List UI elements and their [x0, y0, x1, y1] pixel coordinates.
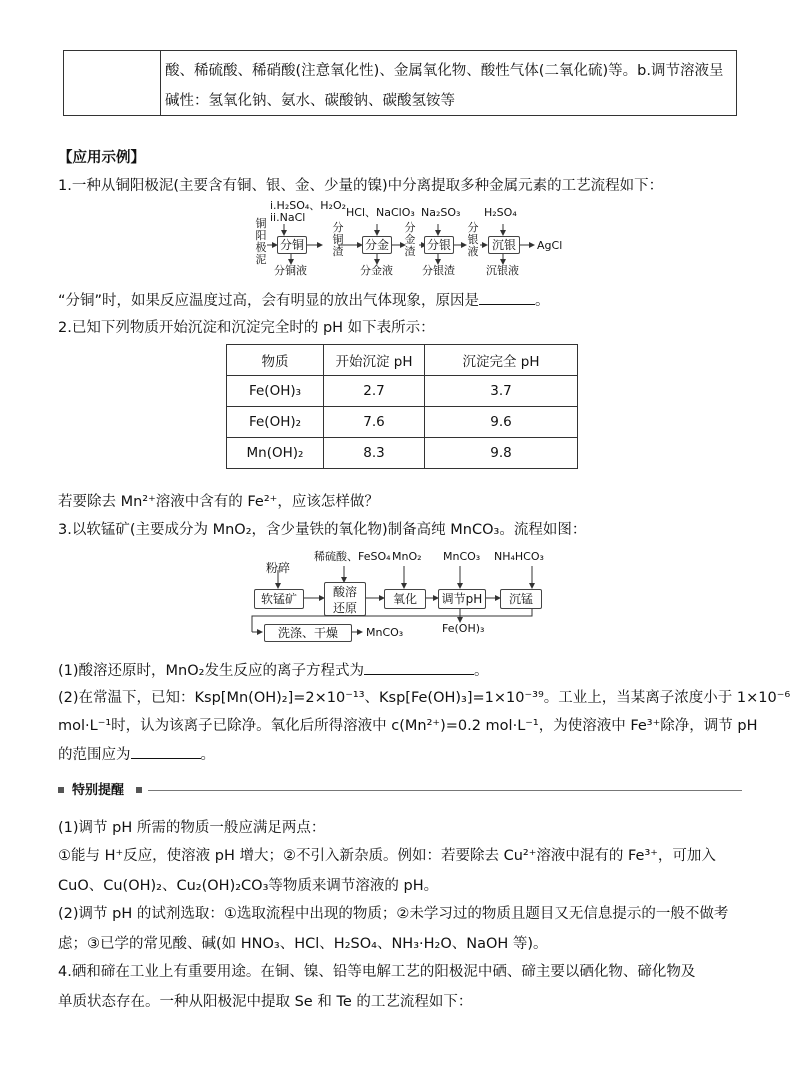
- reminder-p2: ①能与 H⁺反应，使溶液 pH 增大；②不引入新杂质。例如：若要除去 Cu²⁺溶液中混有的 Fe³⁺，可加入: [58, 848, 716, 864]
- answer-blank[interactable]: [479, 290, 535, 305]
- q3-sub1-end: 。: [473, 663, 489, 679]
- q1-reagent1a: i.H₂SO₄、H₂O₂: [270, 199, 347, 212]
- section-heading: 【应用示例】: [58, 150, 145, 166]
- reminder-p4: (2)调节 pH 的试剂选取：①选取流程中出现的物质；②未学习过的物质且题目又无信息提示的一般不做考: [58, 906, 729, 922]
- table-cell: 9.8: [425, 438, 578, 469]
- reminder-marker-icon: [136, 787, 142, 793]
- q1-out1: 分铜液: [274, 264, 307, 277]
- table-cell: 3.7: [425, 376, 578, 407]
- q3-pre: 粉碎: [266, 561, 291, 575]
- ph-table: [226, 344, 578, 469]
- q3-box2-line2: 还原: [332, 601, 357, 615]
- q1-mid3: 分银液: [467, 221, 479, 258]
- q3-box-xidi-ganzao: 洗涤、干燥: [264, 624, 352, 642]
- reminder-rule: [148, 790, 742, 791]
- q3-box-suanrong-huanyuan: [324, 582, 366, 616]
- q1-mid2: 分金渣: [404, 221, 416, 258]
- q1-reagent4: H₂SO₄: [484, 206, 517, 219]
- table-header-cell: 开始沉淀 pH: [324, 345, 425, 376]
- q1-stem: 1.一种从铜阳极泥(主要含有铜、银、金、少量的镍)中分离提取多种金属元素的工艺流程如下：: [58, 178, 664, 194]
- reminder-marker-icon: [58, 787, 64, 793]
- table-row: [227, 438, 578, 469]
- q3-sub2-line1: (2)在常温下，已知：Ksp[Mn(OH)₂]=2×10⁻¹³、Ksp[Fe(OH)₃]=1×10⁻³⁹。工业上，当某离子浓度小于 1×10⁻⁶: [58, 690, 791, 706]
- table-cell: Fe(OH)₂: [227, 407, 324, 438]
- q3-reagent3: MnO₂: [392, 550, 422, 563]
- q1-box-fenyin: 分银: [424, 236, 454, 254]
- q1-out4: 沉银液: [486, 264, 519, 277]
- q4-line1: 4.硒和碲在工业上有重要用途。在铜、镍、铅等电解工艺的阳极泥中硒、碲主要以硒化物、碲化物及: [58, 964, 696, 980]
- table-cell: Mn(OH)₂: [227, 438, 324, 469]
- q1-box-fentong: 分铜: [277, 236, 307, 254]
- q1-start-material: 铜阳极泥: [255, 217, 267, 266]
- table-cell: Fe(OH)₃: [227, 376, 324, 407]
- table-text-line: 碱性：氢氧化钠、氨水、碳酸钠、碳酸氢铵等: [165, 93, 455, 109]
- q1-out2: 分金液: [360, 264, 393, 277]
- table-row: [227, 376, 578, 407]
- q3-sub1: [58, 660, 488, 681]
- q3-stem: 3.以软锰矿(主要成分为 MnO₂，含少量铁的氧化物)制备高纯 MnCO₃。流程如图：: [58, 522, 587, 538]
- q3-out4: Fe(OH)₃: [442, 622, 485, 635]
- special-reminder-bar: [58, 782, 742, 800]
- q1-box-fenjin: 分金: [362, 236, 392, 254]
- q3-box-yanghua: 氧化: [384, 589, 426, 609]
- reminder-p3: CuO、Cu(OH)₂、Cu₂(OH)₂CO₃等物质来调节溶液的 pH。: [58, 878, 439, 894]
- q1-question: [58, 290, 550, 311]
- q3-product: MnCO₃: [366, 626, 404, 639]
- table-cell: 9.6: [425, 407, 578, 438]
- reminder-p5: 虑；③已学的常见酸、碱(如 HNO₃、HCl、H₂SO₄、NH₃·H₂O、NaOH 等)。: [58, 936, 548, 952]
- q2-question: 若要除去 Mn²⁺溶液中含有的 Fe²⁺，应该怎样做？: [58, 494, 379, 510]
- table-header-cell: 物质: [227, 345, 324, 376]
- table-text-line: 酸、稀硫酸、稀硝酸(注意氧化性)、金属氧化物、酸性气体(二氧化硫)等。b.调节溶液呈: [165, 63, 724, 79]
- q4-line2: 单质状态存在。一种从阳极泥中提取 Se 和 Te 的工艺流程如下：: [58, 994, 473, 1010]
- q3-reagent2: 稀硫酸、FeSO₄: [314, 550, 391, 563]
- q3-sub2-line3-end: 。: [200, 747, 215, 763]
- continued-table: [63, 50, 737, 116]
- q1-question-end: 。: [535, 293, 550, 309]
- q3-sub2-line2: mol·L⁻¹时，认为该离子已除净。氧化后所得溶液中 c(Mn²⁺)=0.2 mol·L⁻¹，为使溶液中 Fe³⁺除净，调节 pH: [58, 718, 758, 734]
- q1-product: AgCl: [537, 239, 563, 252]
- q3-sub1-text: (1)酸溶还原时，MnO₂发生反应的离子方程式为: [58, 663, 364, 679]
- q1-reagent2: HCl、NaClO₃: [346, 206, 415, 219]
- q3-sub2-line3-text: 的范围应为: [58, 747, 131, 763]
- table-header-cell: 沉淀完全 pH: [425, 345, 578, 376]
- answer-blank[interactable]: [364, 660, 474, 675]
- q1-reagent1b: ii.NaCl: [270, 211, 306, 224]
- q2-stem: 2.已知下列物质开始沉淀和沉淀完全时的 pH 如下表所示：: [58, 320, 435, 336]
- reminder-p1: (1)调节 pH 所需的物质一般应满足两点：: [58, 820, 326, 836]
- q1-box-chenyin: 沉银: [488, 236, 520, 254]
- q3-reagent5: NH₄HCO₃: [494, 550, 544, 563]
- reminder-title: 特别提醒: [72, 783, 125, 798]
- q3-box-ruanmengkuang: 软锰矿: [254, 589, 304, 609]
- q3-sub2-line3: [58, 744, 215, 765]
- q1-question-text: “分铜”时，如果反应温度过高，会有明显的放出气体现象，原因是: [58, 293, 480, 309]
- table-cell: 8.3: [324, 438, 425, 469]
- q3-box-chenmeng: 沉锰: [500, 589, 542, 609]
- table-column-divider: [160, 51, 161, 115]
- table-header-row: [227, 345, 578, 376]
- q3-reagent4: MnCO₃: [443, 550, 481, 563]
- q1-mid1: 分铜渣: [332, 221, 344, 258]
- q1-out3: 分银渣: [422, 264, 455, 277]
- q1-reagent3: Na₂SO₃: [421, 206, 461, 219]
- answer-blank[interactable]: [131, 744, 201, 759]
- q3-box-tiaojie-ph: 调节pH: [438, 589, 486, 609]
- q3-box2-line1: 酸溶: [332, 585, 357, 599]
- table-cell: 2.7: [324, 376, 425, 407]
- table-cell: 7.6: [324, 407, 425, 438]
- table-row: [227, 407, 578, 438]
